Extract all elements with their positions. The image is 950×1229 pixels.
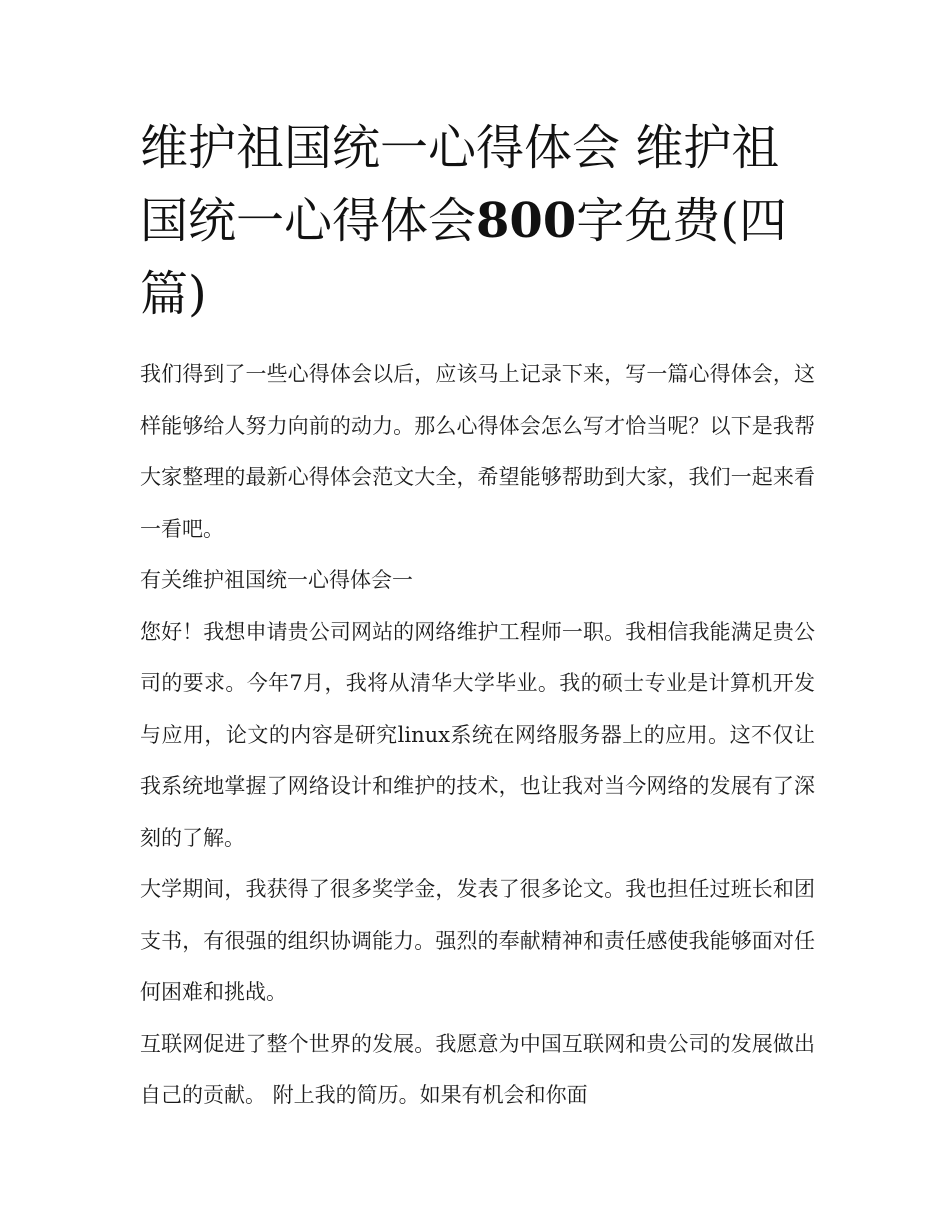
document-title: [140, 112, 815, 331]
document-body: [140, 112, 815, 1122]
body-paragraph-3: 互联网促进了整个世界的发展。我愿意为中国互联网和贵公司的发展做出自己的贡献。 附上我的简历。如果有机会和你面: [140, 1031, 815, 1107]
section-heading: 有关维护祖国统一心得体会一: [140, 568, 413, 592]
title-number: 800: [476, 193, 577, 249]
title-text: 维护祖国统一心得体会 维护祖国统一心得体会: [140, 120, 780, 249]
body-paragraph-1: 您好！我想申请贵公司网站的网络维护工程师一职。我相信我能满足贵公司的要求。今年7月，我将从清华大学毕业。我的硕士专业是计算机开发与应用，论文的内容是研究linux系统在网络服务器上的应用。这不仅让我系统地掌握了网络设计和维护的技术，也让我对当今网络的发展有了深刻的了解。: [140, 619, 815, 850]
title-text-suffix: 字免费(四篇): [140, 193, 787, 322]
body-paragraph-2: 大学期间，我获得了很多奖学金，发表了很多论文。我也担任过班长和团支书，有很强的组织协调能力。强烈的奉献精神和责任感使我能够面对任何困难和挑战。: [140, 877, 815, 1004]
intro-paragraph: 我们得到了一些心得体会以后，应该马上记录下来，写一篇心得体会，这样能够给人努力向前的动力。那么心得体会怎么写才恰当呢？以下是我帮大家整理的最新心得体会范文大全，希望能够帮助到大家，我们一起来看一看吧。: [140, 362, 815, 541]
